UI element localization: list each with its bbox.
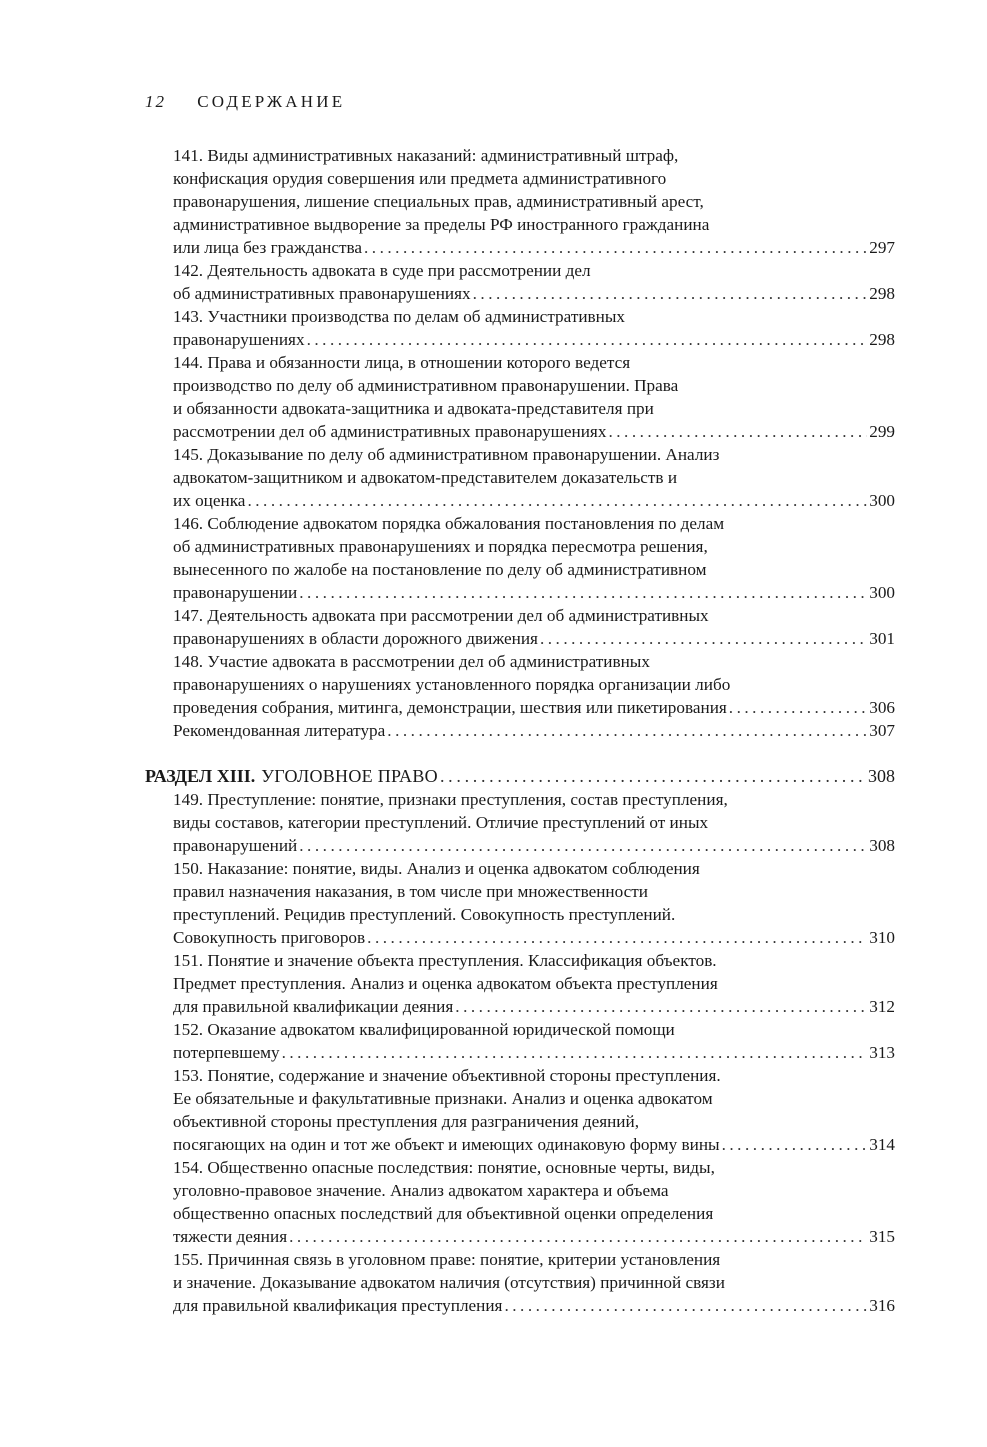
toc-entry[interactable] <box>173 650 895 719</box>
toc-entry-page: 308 <box>869 836 895 855</box>
toc-entry[interactable] <box>173 1018 895 1064</box>
toc-entry-last-line <box>173 696 895 719</box>
section-label: РАЗДЕЛ XIII. <box>145 766 256 786</box>
toc-entry-line: 148. Участие адвоката в рассмотрении дел об административных <box>173 652 650 671</box>
leader-dots <box>504 1294 867 1317</box>
toc-entry-line: 146. Соблюдение адвокатом порядка обжалования постановления по делам <box>173 514 725 533</box>
toc-entry-text: их оценка <box>173 491 246 510</box>
toc-section-heading[interactable] <box>145 765 895 788</box>
toc-entry-line: 155. Причинная связь в уголовном праве: понятие, критерии установления <box>173 1250 721 1269</box>
leader-dots <box>299 581 867 604</box>
toc-entry-line: 152. Оказание адвокатом квалифицированной юридической помощи <box>173 1020 675 1039</box>
toc-entry-last-line <box>173 420 895 443</box>
toc-entry-page: 315 <box>869 1227 895 1246</box>
toc-entry-last-line <box>173 926 895 949</box>
toc-entry-line: 141. Виды административных наказаний: административный штраф, <box>173 146 679 165</box>
leader-dots <box>440 765 866 788</box>
toc-entry-line: 145. Доказывание по делу об административном правонарушении. Анализ <box>173 445 720 464</box>
toc-entry-line: 144. Права и обязанности лица, в отношении которого ведется <box>173 353 631 372</box>
toc-entry-line: виды составов, категории преступлений. Отличие преступлений от иных <box>173 813 709 832</box>
running-head <box>145 90 345 114</box>
toc-entry[interactable] <box>173 1156 895 1248</box>
toc-entry-text: правонарушении <box>173 583 298 602</box>
page-number: 12 <box>145 92 166 111</box>
toc-entry-line: конфискация орудия совершения или предмета административного <box>173 169 667 188</box>
section-page: 308 <box>868 766 895 786</box>
toc-entry-text: для правильной квалификации деяния <box>173 997 454 1016</box>
toc-entry-line: об административных правонарушениях и порядка пересмотра решения, <box>173 537 708 556</box>
toc-entry-text: тяжести деяния <box>173 1227 288 1246</box>
toc-entry-last-line <box>173 282 895 305</box>
toc-entry-page: 298 <box>869 284 895 303</box>
leader-dots <box>455 995 867 1018</box>
leader-dots <box>473 282 868 305</box>
toc-entry-page: 313 <box>869 1043 895 1062</box>
section-spacer <box>173 742 895 765</box>
toc-entry[interactable] <box>173 144 895 259</box>
toc-entry-line: производство по делу об административном правонарушении. Права <box>173 376 679 395</box>
toc-entry[interactable] <box>173 512 895 604</box>
toc-entry[interactable] <box>173 443 895 512</box>
toc-entry-line: и обязанности адвоката-защитника и адвоката-представителя при <box>173 399 654 418</box>
toc-entry[interactable] <box>173 305 895 351</box>
leader-dots <box>247 489 867 512</box>
leader-dots <box>729 696 867 719</box>
toc-entry-line: 151. Понятие и значение объекта преступления. Классификация объектов. <box>173 951 717 970</box>
toc-entry-text: Рекомендованная литература <box>173 721 386 740</box>
toc-entry-line: 147. Деятельность адвоката при рассмотрении дел об административных <box>173 606 709 625</box>
toc-entry-text: или лица без гражданства <box>173 238 362 257</box>
toc-entry-line: административное выдворение за пределы РФ иностранного гражданина <box>173 215 710 234</box>
toc-entry[interactable] <box>173 1248 895 1317</box>
section-name: УГОЛОВНОЕ ПРАВО <box>261 766 438 786</box>
toc-entry-line: 153. Понятие, содержание и значение объективной стороны преступления. <box>173 1066 721 1085</box>
toc-entry[interactable] <box>173 719 895 742</box>
toc-entry[interactable] <box>173 259 895 305</box>
toc-entry-line: и значение. Доказывание адвокатом наличия (отсутствия) причинной связи <box>173 1273 725 1292</box>
leader-dots <box>387 719 867 742</box>
toc-entry-page: 312 <box>869 997 895 1016</box>
toc-entry-text: об административных правонарушениях <box>173 284 471 303</box>
toc-entry-page: 297 <box>869 238 895 257</box>
toc-entry[interactable] <box>173 857 895 949</box>
leader-dots <box>722 1133 868 1156</box>
toc-entry-page: 300 <box>869 583 895 602</box>
leader-dots <box>608 420 867 443</box>
toc-entry[interactable] <box>173 351 895 443</box>
toc-entry-last-line <box>173 995 895 1018</box>
toc-entry-line: Ее обязательные и факультативные признаки. Анализ и оценка адвокатом <box>173 1089 713 1108</box>
toc-entry-text: потерпевшему <box>173 1043 280 1062</box>
leader-dots <box>364 236 867 259</box>
toc-entry-line: 154. Общественно опасные последствия: понятие, основные черты, виды, <box>173 1158 715 1177</box>
toc-entry-last-line <box>173 328 895 351</box>
running-title: СОДЕРЖАНИЕ <box>197 92 346 111</box>
toc-entry-page: 301 <box>869 629 895 648</box>
toc-entry-text: правонарушений <box>173 836 298 855</box>
toc-entry-line: преступлений. Рецидив преступлений. Совокупность преступлений. <box>173 905 676 924</box>
toc-entry-line: правонарушения, лишение специальных прав, административный арест, <box>173 192 704 211</box>
toc-entry-line: объективной стороны преступления для разграничения деяний, <box>173 1112 640 1131</box>
toc-entry-last-line <box>173 719 895 742</box>
toc-entry-text: рассмотрении дел об административных правонарушениях <box>173 422 607 441</box>
toc-entry-page: 306 <box>869 698 895 717</box>
toc-entry[interactable] <box>173 1064 895 1156</box>
toc-entry-last-line <box>173 236 895 259</box>
toc-entry[interactable] <box>173 788 895 857</box>
toc-entry-line: 142. Деятельность адвоката в суде при рассмотрении дел <box>173 261 591 280</box>
toc-entry[interactable] <box>173 949 895 1018</box>
toc-entry-text: правонарушениях в области дорожного движения <box>173 629 538 648</box>
toc-entry-last-line <box>173 1041 895 1064</box>
toc-entry-page: 314 <box>869 1135 895 1154</box>
leader-dots <box>307 328 868 351</box>
toc-entry-text: для правильной квалификация преступления <box>173 1296 503 1315</box>
toc-entry-text: проведения собрания, митинга, демонстрации, шествия или пикетирования <box>173 698 727 717</box>
toc-entry-last-line <box>173 581 895 604</box>
toc-entry-line: вынесенного по жалобе на постановление по делу об административном <box>173 560 707 579</box>
toc-entry-line: правил назначения наказания, в том числе при множественности <box>173 882 648 901</box>
toc-entry-text: посягающих на один и тот же объект и имеющих одинаковую форму вины <box>173 1135 720 1154</box>
toc-entry-page: 298 <box>869 330 895 349</box>
toc-entry-page: 299 <box>869 422 895 441</box>
toc-entry-line: уголовно-правовое значение. Анализ адвокатом характера и объема <box>173 1181 669 1200</box>
toc-entry-text: Совокупность приговоров <box>173 928 366 947</box>
leader-dots <box>540 627 867 650</box>
toc-entry-line: правонарушениях о нарушениях установленного порядка организации либо <box>173 675 731 694</box>
leader-dots <box>367 926 867 949</box>
toc-entry-last-line <box>173 834 895 857</box>
toc-entry-last-line <box>173 1294 895 1317</box>
toc-group-criminal <box>173 788 895 1317</box>
toc-entry-last-line <box>173 1133 895 1156</box>
toc-entry-line: 150. Наказание: понятие, виды. Анализ и оценка адвокатом соблюдения <box>173 859 700 878</box>
toc-entry[interactable] <box>173 604 895 650</box>
toc-entry-line: 149. Преступление: понятие, признаки преступления, состав преступления, <box>173 790 728 809</box>
leader-dots <box>289 1225 867 1248</box>
toc-entry-page: 310 <box>869 928 895 947</box>
toc-entry-text: правонарушениях <box>173 330 305 349</box>
toc-entry-page: 316 <box>869 1296 895 1315</box>
toc-entry-last-line <box>173 489 895 512</box>
leader-dots <box>282 1041 868 1064</box>
leader-dots <box>299 834 867 857</box>
toc-entry-page: 307 <box>869 721 895 740</box>
toc-entry-last-line <box>173 627 895 650</box>
toc-entry-line: 143. Участники производства по делам об административных <box>173 307 625 326</box>
toc-entry-last-line <box>173 1225 895 1248</box>
toc-group-administrative <box>173 144 895 742</box>
toc-entry-line: Предмет преступления. Анализ и оценка адвокатом объекта преступления <box>173 974 718 993</box>
table-of-contents <box>145 144 895 1317</box>
toc-entry-line: общественно опасных последствий для объективной оценки определения <box>173 1204 714 1223</box>
toc-entry-line: адвокатом-защитником и адвокатом-представителем доказательств и <box>173 468 678 487</box>
toc-entry-page: 300 <box>869 491 895 510</box>
